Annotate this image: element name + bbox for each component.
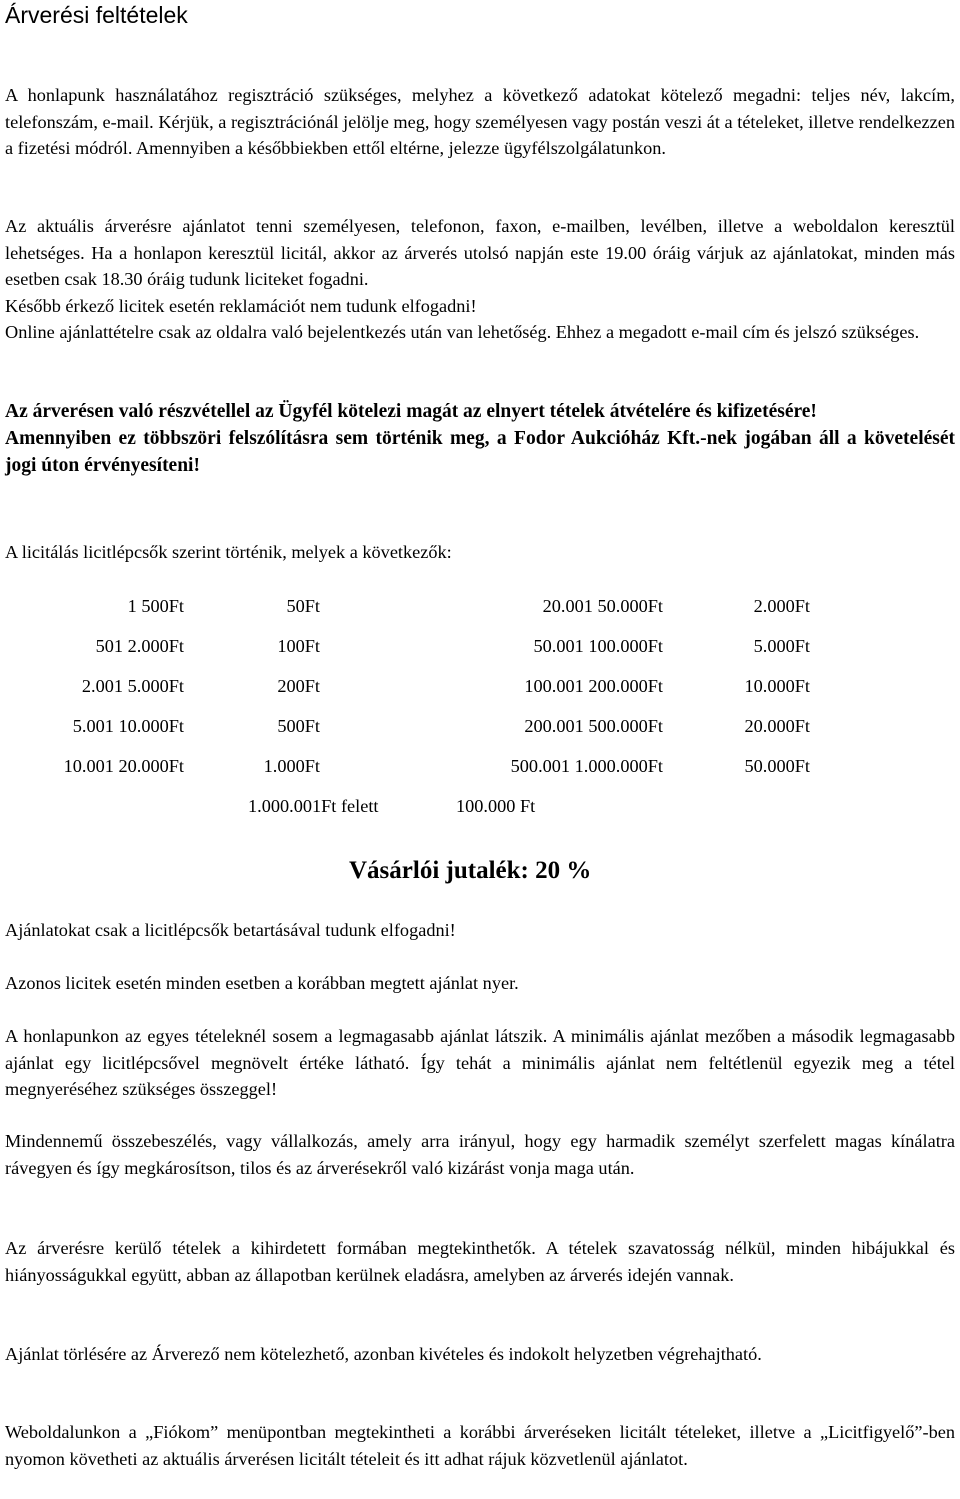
- steps-only-paragraph: Ajánlatokat csak a licitlépcsők betartásával tudunk elfogadni!: [5, 920, 456, 940]
- step-range: 200.001 500.000Ft: [524, 716, 663, 736]
- withdrawal-paragraph: Ajánlat törlésére az Árverező nem kötelezhető, azonban kivételes és indokolt helyzetben végrehajtható.: [5, 1344, 762, 1364]
- step-range: 501 2.000Ft: [95, 636, 184, 656]
- step-range: 1.000.001Ft felett: [248, 796, 379, 816]
- step-increment: 500Ft: [277, 716, 320, 736]
- late-bids-text: Később érkező licitek esetén reklamációt nem tudunk elfogadni!: [5, 295, 477, 316]
- online-bidding-text: Online ajánlattételre csak az oldalra való bejelentkezés után van lehetőség. Ehhez a megadott e-mail cím és jelszó szükséges.: [5, 322, 920, 343]
- step-increment: 100Ft: [277, 636, 320, 656]
- commission-value: 20 %: [535, 857, 592, 884]
- step-range: 20.001 50.000Ft: [542, 596, 663, 616]
- step-increment: 1.000Ft: [263, 756, 320, 776]
- step-range: 5.001 10.000Ft: [72, 716, 184, 736]
- step-increment: 20.000Ft: [744, 716, 810, 736]
- step-increment: 100.000 Ft: [456, 796, 536, 816]
- viewing-paragraph: Az árverésre kerülő tételek a kihirdetett formában megtekinthetők. A tételek szavatosság nélkül, minden hibájukkal és hiányosságukkal együtt, abban az állapotban kerülnek eladásra, amelyben az árverés idején vannak.: [5, 1238, 955, 1285]
- step-range: 50.001 100.000Ft: [533, 636, 663, 656]
- commission-label: Vásárlói jutalék:: [349, 857, 529, 884]
- equal-bids-paragraph: Azonos licitek esetén minden esetben a korábban megtett ajánlat nyer.: [5, 973, 519, 993]
- page-title: Árverési feltételek: [5, 2, 188, 28]
- step-increment: 200Ft: [277, 676, 320, 696]
- bidding-channels-text: Az aktuális árverésre ajánlatot tenni személyesen, telefonon, faxon, e-mailben, levélben, illetve a weboldalon keresztül lehetséges. Ha a honlapon keresztül licitál, akkor az árverés utolsó napján este 19.00 óráig várjuk az ajánlatokat, minden más esetben csak 18.30 óráig tudunk liciteket fogadni.: [5, 216, 955, 290]
- obligation-section: [5, 398, 955, 479]
- step-range: 1 500Ft: [127, 596, 184, 616]
- step-range: 100.001 200.000Ft: [524, 676, 663, 696]
- step-range: 2.001 5.000Ft: [81, 676, 184, 696]
- step-increment: 10.000Ft: [744, 676, 810, 696]
- step-increment: 50Ft: [286, 596, 320, 616]
- steps-intro: A licitálás licitlépcsők szerint történik, melyek a következők:: [5, 542, 452, 562]
- step-increment: 5.000Ft: [753, 636, 810, 656]
- step-range: 10.001 20.000Ft: [63, 756, 184, 776]
- minimum-bid-paragraph: A honlapunkon az egyes tételeknél sosem a legmagasabb ajánlat látszik. A minimális ajánlat mezőben a második legmagasabb ajánlat egy licitlépcsővel megnövelt értéke látható. Így tehát a minimális ajánlat nem feltétlenül egyezik meg a tétel megnyeréséhez szükséges összeggel!: [5, 1026, 955, 1100]
- account-paragraph: Weboldalunkon a „Fiókom” menüpontban megtekintheti a korábbi árveréseken licitált tételeket, illetve a „Licitfigyelő”-ben nyomon követheti az aktuális árverésen licitált tételeit és itt adhat rájuk közvetlenül ajánlatot.: [5, 1422, 955, 1469]
- registration-paragraph: A honlapunk használatához regisztráció szükséges, melyhez a következő adatokat kötelező megadni: teljes név, lakcím, telefonszám, e-mail. Kérjük, a regisztrációnál jelölje meg, hogy személyesen vagy postán veszi át a tételeket, illetve rendelkezzen a fizetési módról. Amennyiben a későbbiekben ettől eltérne, jelezze ügyfélszolgálatunkon.: [5, 85, 955, 159]
- enforcement-text: Amennyiben ez többszöri felszólításra sem történik meg, a Fodor Aukcióház Kft.-nek jogában áll a követelését jogi úton érvényesíteni!: [5, 428, 955, 476]
- bidding-section: [5, 213, 955, 346]
- collusion-paragraph: Mindennemű összebeszélés, vagy vállalkozás, amely arra irányul, hogy egy harmadik személyt szerfelett magas kínálatra rávegyen és így megkárosítson, tilos és az árverésekről való kizárást vonja maga után.: [5, 1131, 955, 1178]
- buyer-commission: [349, 857, 591, 885]
- step-range: 500.001 1.000.000Ft: [510, 756, 663, 776]
- step-increment: 2.000Ft: [753, 596, 810, 616]
- obligation-text: Az árverésen való részvétellel az Ügyfél kötelezi magát az elnyert tételek átvételére és kifizetésére!: [5, 401, 817, 422]
- step-increment: 50.000Ft: [744, 756, 810, 776]
